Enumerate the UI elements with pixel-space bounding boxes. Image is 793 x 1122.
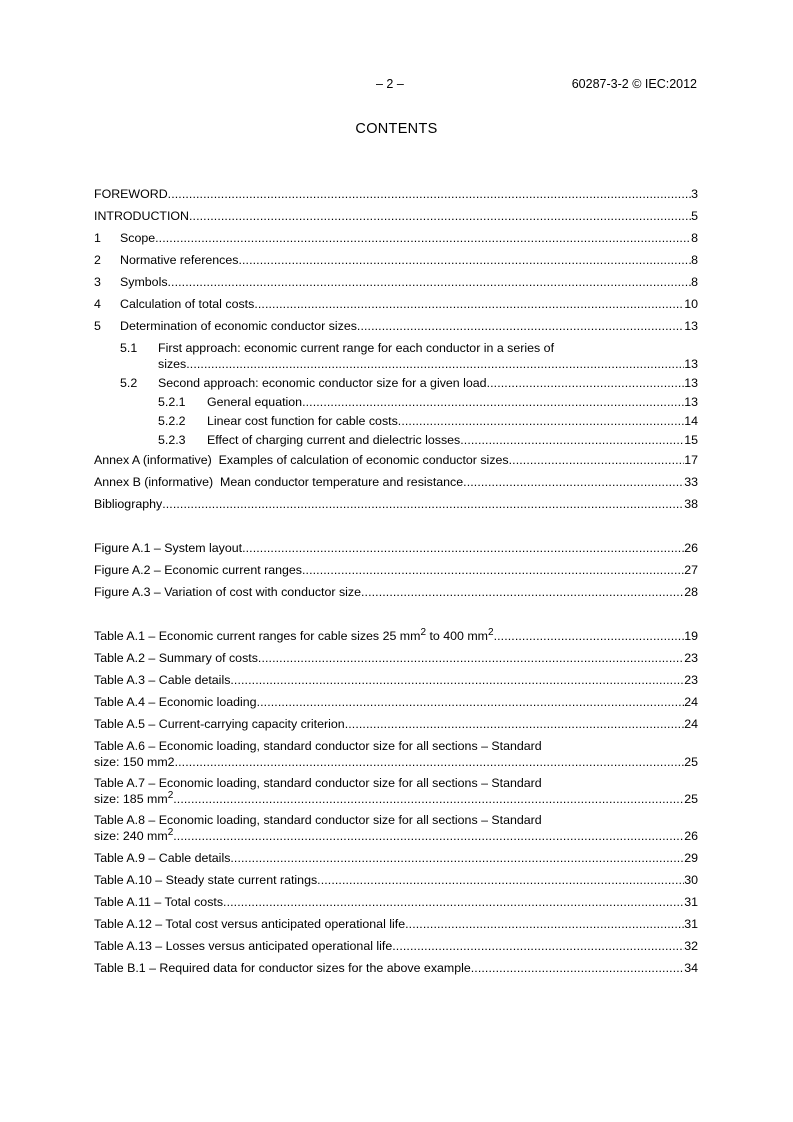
toc-entry-line	[94, 791, 698, 807]
section-number: 5.1	[120, 341, 138, 355]
leader-dots	[302, 562, 684, 578]
toc-label: sizes	[158, 357, 187, 371]
toc-entry-introduction[interactable]	[94, 208, 698, 224]
leader-dots	[509, 452, 685, 468]
toc-page: 19	[684, 629, 698, 643]
section-number: 4	[94, 297, 101, 311]
table-entry[interactable]	[94, 694, 698, 710]
leader-dots	[258, 650, 684, 666]
toc-page: 23	[684, 651, 698, 665]
toc-entry-line: Table A.8 – Economic loading, standard conductor size for all sections – Standard	[94, 813, 542, 827]
table-entry[interactable]	[94, 650, 698, 666]
toc-page: 30	[684, 873, 698, 887]
toc-label: Annex A (informative) Examples of calculation of economic conductor sizes	[94, 453, 509, 467]
leader-dots	[242, 540, 684, 556]
toc-label: Table A.11 – Total costs	[94, 895, 224, 909]
leader-dots	[155, 230, 691, 246]
toc-label: size: 240 $mm^2$	[94, 827, 174, 843]
toc-label: FOREWORD	[94, 187, 168, 201]
toc-label: Bibliography	[94, 497, 163, 511]
toc-label: Table A.2 – Summary of costs	[94, 651, 258, 665]
leader-dots	[487, 375, 685, 391]
toc-label: General equation	[207, 395, 303, 409]
toc-label: Effect of charging current and dielectric losses	[207, 433, 461, 447]
leader-dots	[405, 916, 684, 932]
toc-entry-line	[94, 828, 698, 844]
toc-entry-bibliography[interactable]	[94, 496, 698, 512]
toc-entry-annex-b[interactable]	[94, 474, 698, 490]
toc-page: 14	[684, 414, 698, 428]
toc-page: 26	[684, 829, 698, 843]
toc-label: INTRODUCTION	[94, 209, 189, 223]
toc-label: Figure A.1 – System layout	[94, 541, 243, 555]
toc-entry-general-equation[interactable]	[94, 394, 698, 410]
table-entry[interactable]	[94, 672, 698, 688]
toc-page: 8	[691, 253, 698, 267]
toc-label: First approach: economic current range for each conductor in a series of	[158, 341, 555, 355]
table-entry[interactable]	[94, 850, 698, 866]
toc-label: Annex B (informative) Mean conductor temperature and resistance	[94, 475, 464, 489]
leader-dots	[223, 894, 684, 910]
leader-dots	[302, 394, 684, 410]
page-title: CONTENTS	[355, 121, 438, 137]
leader-dots	[168, 186, 691, 202]
section-number: 5.2.1	[158, 395, 186, 409]
toc-page: 29	[684, 851, 698, 865]
toc-page: 13	[684, 357, 698, 371]
toc-label: Table A.5 – Current-carrying capacity criterion	[94, 717, 345, 731]
table-entry[interactable]	[94, 716, 698, 732]
toc-label: Table A.3 – Cable details	[94, 673, 231, 687]
toc-page: 31	[684, 895, 698, 909]
leader-dots	[173, 791, 684, 807]
toc-label: Linear cost function for cable costs	[207, 414, 398, 428]
toc-label: Table A.10 – Steady state current ratings	[94, 873, 318, 887]
toc-label: size: 185 $mm^2$	[94, 790, 174, 806]
toc-label: Table A.4 – Economic loading	[94, 695, 257, 709]
leader-dots	[254, 296, 684, 312]
toc-page: 10	[684, 297, 698, 311]
leader-dots	[392, 938, 684, 954]
toc-label: Figure A.3 – Variation of cost with conductor size	[94, 585, 361, 599]
toc-label: Table A.13 – Losses versus anticipated operational life	[94, 939, 393, 953]
table-entry[interactable]	[94, 628, 698, 644]
toc-page: 3	[691, 187, 698, 201]
toc-label: Symbols	[120, 275, 168, 289]
table-entry[interactable]	[94, 872, 698, 888]
toc-page: 17	[684, 453, 698, 467]
section-number: 5.2	[120, 376, 138, 390]
toc-entry-symbols[interactable]	[94, 274, 698, 290]
table-entry[interactable]	[94, 916, 698, 932]
leader-dots	[398, 413, 684, 429]
leader-dots	[317, 872, 684, 888]
table-entry[interactable]	[94, 894, 698, 910]
toc-page: 13	[684, 376, 698, 390]
toc-page: 8	[691, 231, 698, 245]
leader-dots	[257, 694, 685, 710]
table-entry[interactable]	[94, 960, 698, 976]
document-id: 60287-3-2 © IEC:2012	[571, 77, 697, 91]
leader-dots	[168, 274, 692, 290]
toc-label: size: 150 mm2	[94, 755, 175, 769]
toc-page: 34	[684, 961, 698, 975]
toc-entry-line	[94, 356, 698, 372]
toc-entry-normative-references[interactable]	[94, 252, 698, 268]
section-number: 5	[94, 319, 101, 333]
leader-dots	[162, 496, 684, 512]
toc-page: 13	[684, 319, 698, 333]
toc-label: Scope	[120, 231, 156, 245]
leader-dots	[494, 628, 685, 644]
toc-entry-second-approach[interactable]	[94, 375, 698, 391]
toc-entry-foreword[interactable]	[94, 186, 698, 202]
toc-page: 38	[684, 497, 698, 511]
toc-label: Second approach: economic conductor size for a given load	[158, 376, 487, 390]
leader-dots	[186, 356, 684, 372]
toc-page: 8	[691, 275, 698, 289]
section-number: 5.2.3	[158, 433, 186, 447]
leader-dots	[173, 828, 684, 844]
section-number: 1	[94, 231, 101, 245]
table-entry[interactable]	[94, 938, 698, 954]
page-number: – 2 –	[376, 77, 404, 91]
toc-label: Figure A.2 – Economic current ranges	[94, 563, 302, 577]
leader-dots	[357, 318, 684, 334]
toc-label: Normative references	[120, 253, 239, 267]
toc-page: 24	[684, 695, 698, 709]
leader-dots	[460, 432, 684, 448]
toc-page: 15	[684, 433, 698, 447]
figure-entry[interactable]	[94, 540, 698, 556]
section-number: 2	[94, 253, 101, 267]
toc-page: 25	[684, 755, 698, 769]
leader-dots	[471, 960, 684, 976]
toc-label: Table B.1 – Required data for conductor sizes for the above example	[94, 961, 471, 975]
toc-entry-line	[120, 340, 554, 356]
toc-page: 27	[684, 563, 698, 577]
leader-dots	[361, 584, 684, 600]
toc-label: Table A.9 – Cable details	[94, 851, 231, 865]
leader-dots	[345, 716, 685, 732]
toc-page: 33	[684, 475, 698, 489]
toc-page: 32	[684, 939, 698, 953]
toc-page: 23	[684, 673, 698, 687]
toc-page: 28	[684, 585, 698, 599]
toc-page: 26	[684, 541, 698, 555]
toc-label: Determination of economic conductor sizes	[120, 319, 357, 333]
figure-entry[interactable]	[94, 584, 698, 600]
toc-page: 31	[684, 917, 698, 931]
toc-label: Table A.1 – Economic current ranges for cable sizes 25 $mm^2$ to 400 $mm^2$	[94, 627, 494, 643]
leader-dots	[463, 474, 684, 490]
toc-page: 13	[684, 395, 698, 409]
toc-label: Table A.12 – Total cost versus anticipated operational life	[94, 917, 406, 931]
toc-entry-calculation-total-costs[interactable]	[94, 296, 698, 312]
leader-dots	[189, 208, 691, 224]
figure-entry[interactable]	[94, 562, 698, 578]
leader-dots	[238, 252, 691, 268]
toc-entry-annex-a[interactable]	[94, 452, 698, 468]
toc-entry-linear-cost[interactable]	[94, 413, 698, 429]
toc-entry-line: Table A.7 – Economic loading, standard conductor size for all sections – Standard	[94, 776, 542, 790]
toc-entry-scope[interactable]	[94, 230, 698, 246]
toc-entry-line	[94, 754, 698, 770]
section-number: 3	[94, 275, 101, 289]
leader-dots	[230, 672, 684, 688]
leader-dots	[230, 850, 684, 866]
toc-page: 25	[684, 792, 698, 806]
leader-dots	[175, 754, 685, 770]
toc-label: Calculation of total costs	[120, 297, 255, 311]
toc-entry-line: Table A.6 – Economic loading, standard conductor size for all sections – Standard	[94, 739, 542, 753]
toc-entry-charging-current[interactable]	[94, 432, 698, 448]
toc-page: 24	[684, 717, 698, 731]
toc-page: 5	[691, 209, 698, 223]
section-number: 5.2.2	[158, 414, 186, 428]
toc-entry-determination[interactable]	[94, 318, 698, 334]
